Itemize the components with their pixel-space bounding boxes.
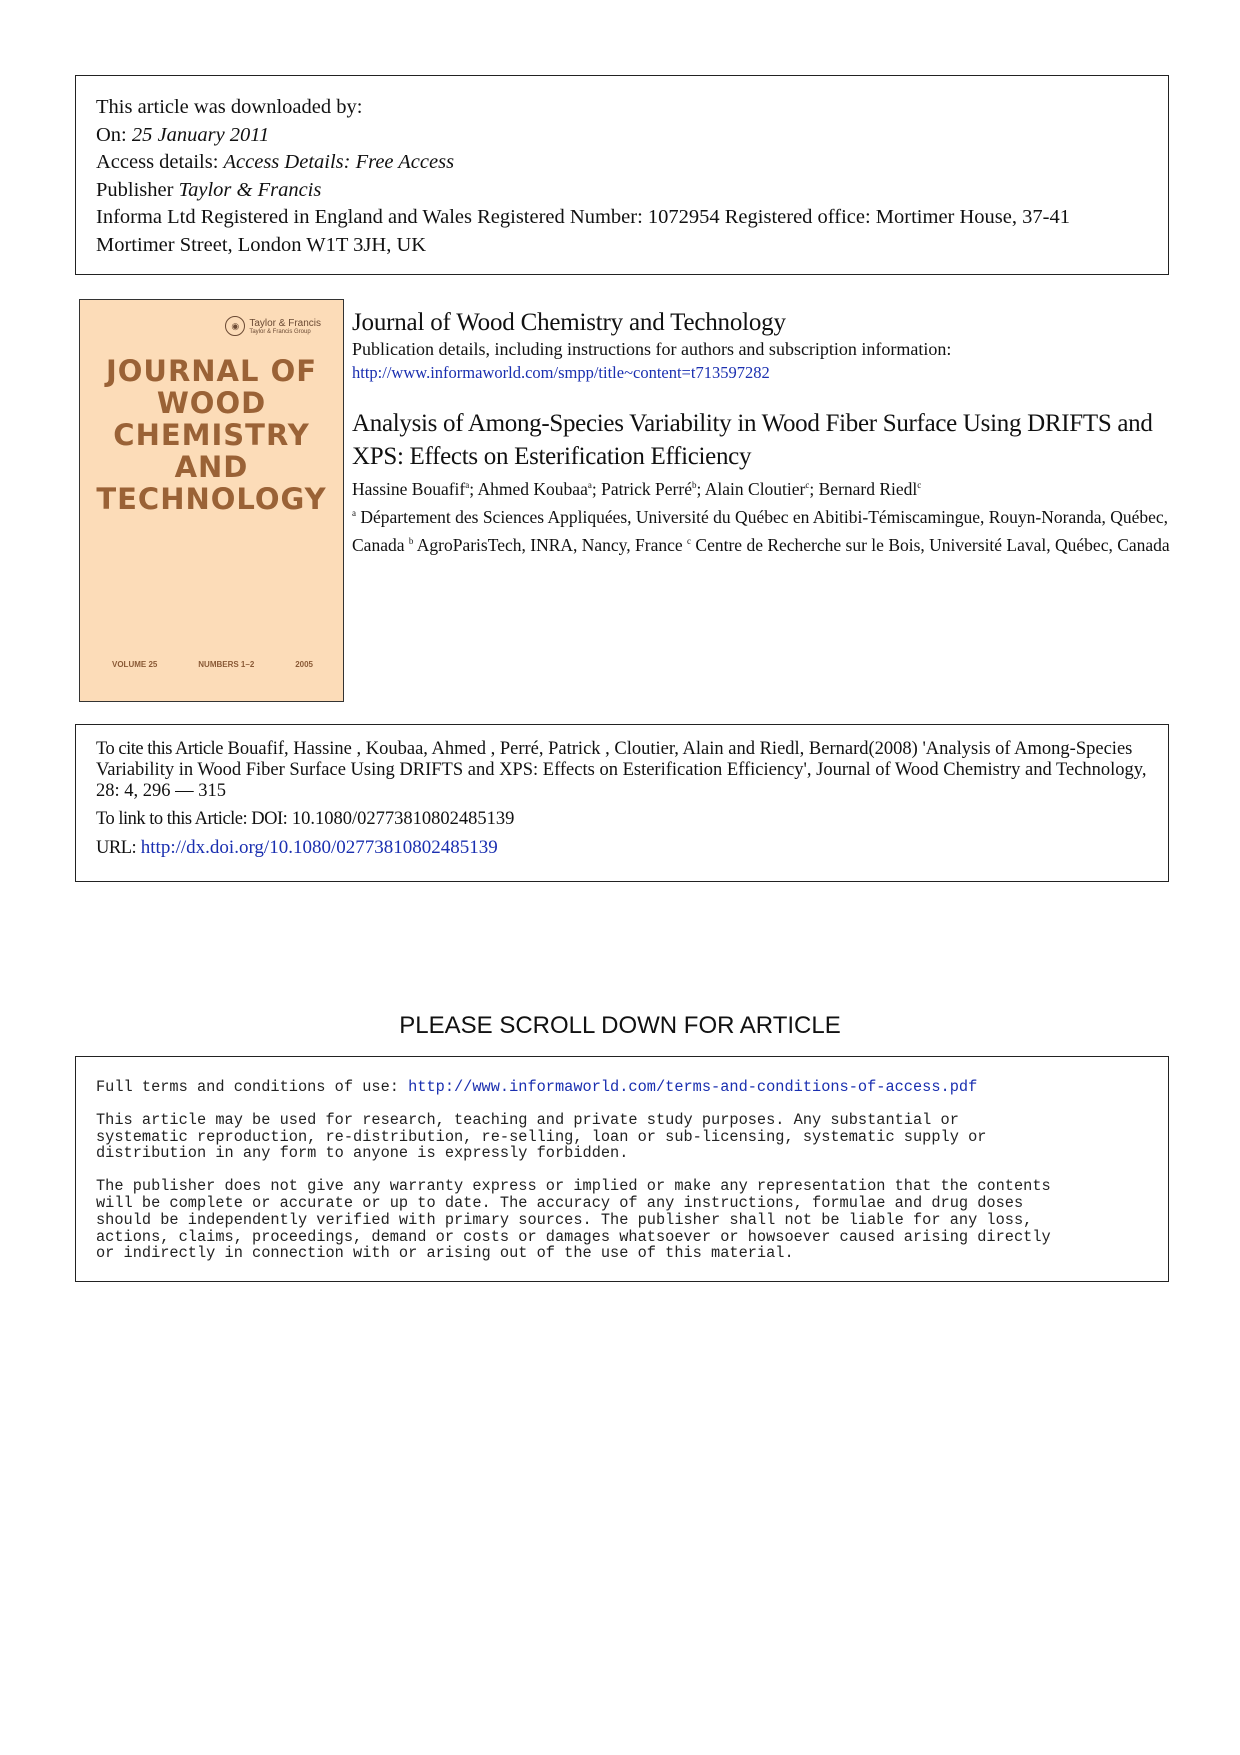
cover-title-line: CHEMISTRY [113,418,310,452]
publication-details: Publication details, including instructions for authors and subscription information: [352,339,952,359]
journal-cover-image [79,299,344,702]
affiliation-text: AgroParisTech, INRA, Nancy, France [413,534,688,555]
publisher-line [96,177,1148,205]
terms-box [75,1056,1169,1282]
doi-line [96,809,1148,830]
terms-usage-paragraph: This article may be used for research, teaching and private study purposes. Any substantial or systematic reproduction, re-distribution, re-selling, loan or sub-licensing, systematic supply or distribution in any form to anyone is expressly forbidden. [96,1110,987,1163]
citation-box [75,724,1169,882]
access-details: Access Details: Free Access [223,151,455,173]
author-separator: ; [469,478,478,499]
publisher-name: Taylor & Francis [178,178,322,201]
author-name: Ahmed Koubaa [477,478,588,499]
author-list [352,473,1172,501]
cover-publisher-name: Taylor & Francis [249,317,321,329]
author-name: Patrick Perré [601,478,692,499]
author-affiliation-mark: c [917,480,922,490]
affiliation-text: Département des Sciences Appliquées, Université du Québec en Abitibi-Témiscamingue, Rouyn-Noranda, Québec, Canada [352,506,1169,555]
terms-link[interactable]: http://www.informaworld.com/terms-and-conditions-of-access.pdf [408,1078,978,1096]
cover-year: 2005 [295,660,313,669]
download-date: 25 January 2011 [131,123,270,146]
cover-publisher-logo [225,316,321,336]
doi-url-link[interactable]: http://dx.doi.org/10.1080/02773810802485139 [140,837,498,858]
doi-label: To link to this Article: DOI: [96,809,288,829]
cite-label: To cite this Article [96,739,223,759]
cover-title-line: AND [174,450,249,484]
scroll-down-note: PLEASE SCROLL DOWN FOR ARTICLE [399,1012,841,1039]
cover-title-line: JOURNAL OF [105,354,318,388]
author-affiliation-mark: a [587,480,592,490]
author-name: Bernard Riedl [818,478,918,499]
affiliation-mark: a [352,507,356,518]
affiliation-text: Centre de Recherche sur le Bois, Université Laval, Québec, Canada [691,534,1170,555]
citation-text: Bouafif, Hassine , Koubaa, Ahmed , Perré, Patrick , Cloutier, Alain and Riedl, Bernard(2008) 'Analysis of Among-Species Variability in Wood Fiber Surface Using DRIFTS and XPS: Effects on Esterification Efficiency', Journal of Wood Chemistry and Technology, 28: 4, 296 — 315 [96,739,1147,801]
doi-value: 10.1080/02773810802485139 [287,809,515,829]
author-name: Hassine Bouafif [352,478,466,499]
author-name: Alain Cloutier [704,478,806,499]
terms-disclaimer-paragraph: The publisher does not give any warranty express or implied or make any representation that the contents will be complete or accurate or up to date. The accuracy of any instructions, formulae and drug doses should be independently verified with primary sources. The publisher shall not be liable for any loss, actions, claims, proceedings, demand or costs or damages whatsoever or howsoever caused arising directly or indirectly in connection with or arising out of the use of this material. [96,1177,1051,1263]
on-label: On: [96,123,132,146]
downloaded-by-line: This article was downloaded by: [96,96,363,118]
cover-volume: VOLUME 25 [112,660,158,669]
affiliation-mark: c [687,535,692,546]
access-label: Access details: [96,151,224,173]
cover-title [80,355,343,515]
journal-title: Journal of Wood Chemistry and Technology [352,309,786,336]
publisher-logo-icon: ◉ [225,316,245,336]
url-label: URL: [96,838,137,858]
affiliation-mark: b [408,535,414,546]
download-date-line [96,122,1148,150]
author-separator: ; [809,478,819,499]
author-affiliation-mark: b [691,480,697,490]
cover-publisher-sub: Taylor & Francis Group [249,328,311,335]
access-details-line [96,149,1148,177]
author-separator: ; [696,478,705,499]
author-affiliation-mark: a [465,480,470,490]
terms-label: Full terms and conditions of use: [96,1078,409,1096]
article-title: Analysis of Among-Species Variability in Wood Fiber Surface Using DRIFTS and XPS: Effects on Esterification Efficiency [352,410,1153,470]
article-info [352,308,1172,556]
journal-link[interactable]: http://www.informaworld.com/smpp/title~content=t713597282 [352,363,770,382]
citation [96,739,1148,802]
author-affiliation-mark: c [805,480,810,490]
terms-line [96,1079,1148,1096]
registered-office: Informa Ltd Registered in England and Wales Registered Number: 1072954 Registered office: Mortimer House, 37-41 Mortimer Street, London W1T 3JH, UK [96,206,1070,256]
cover-footer [112,660,313,669]
download-info-box [75,75,1169,275]
author-separator: ; [591,478,602,499]
publisher-label: Publisher [96,178,179,201]
cover-numbers: NUMBERS 1–2 [198,660,255,669]
cover-title-line: WOOD [156,386,267,420]
cover-title-line: TECHNOLOGY [96,482,327,516]
url-line [96,837,1148,859]
affiliations [352,501,1172,557]
